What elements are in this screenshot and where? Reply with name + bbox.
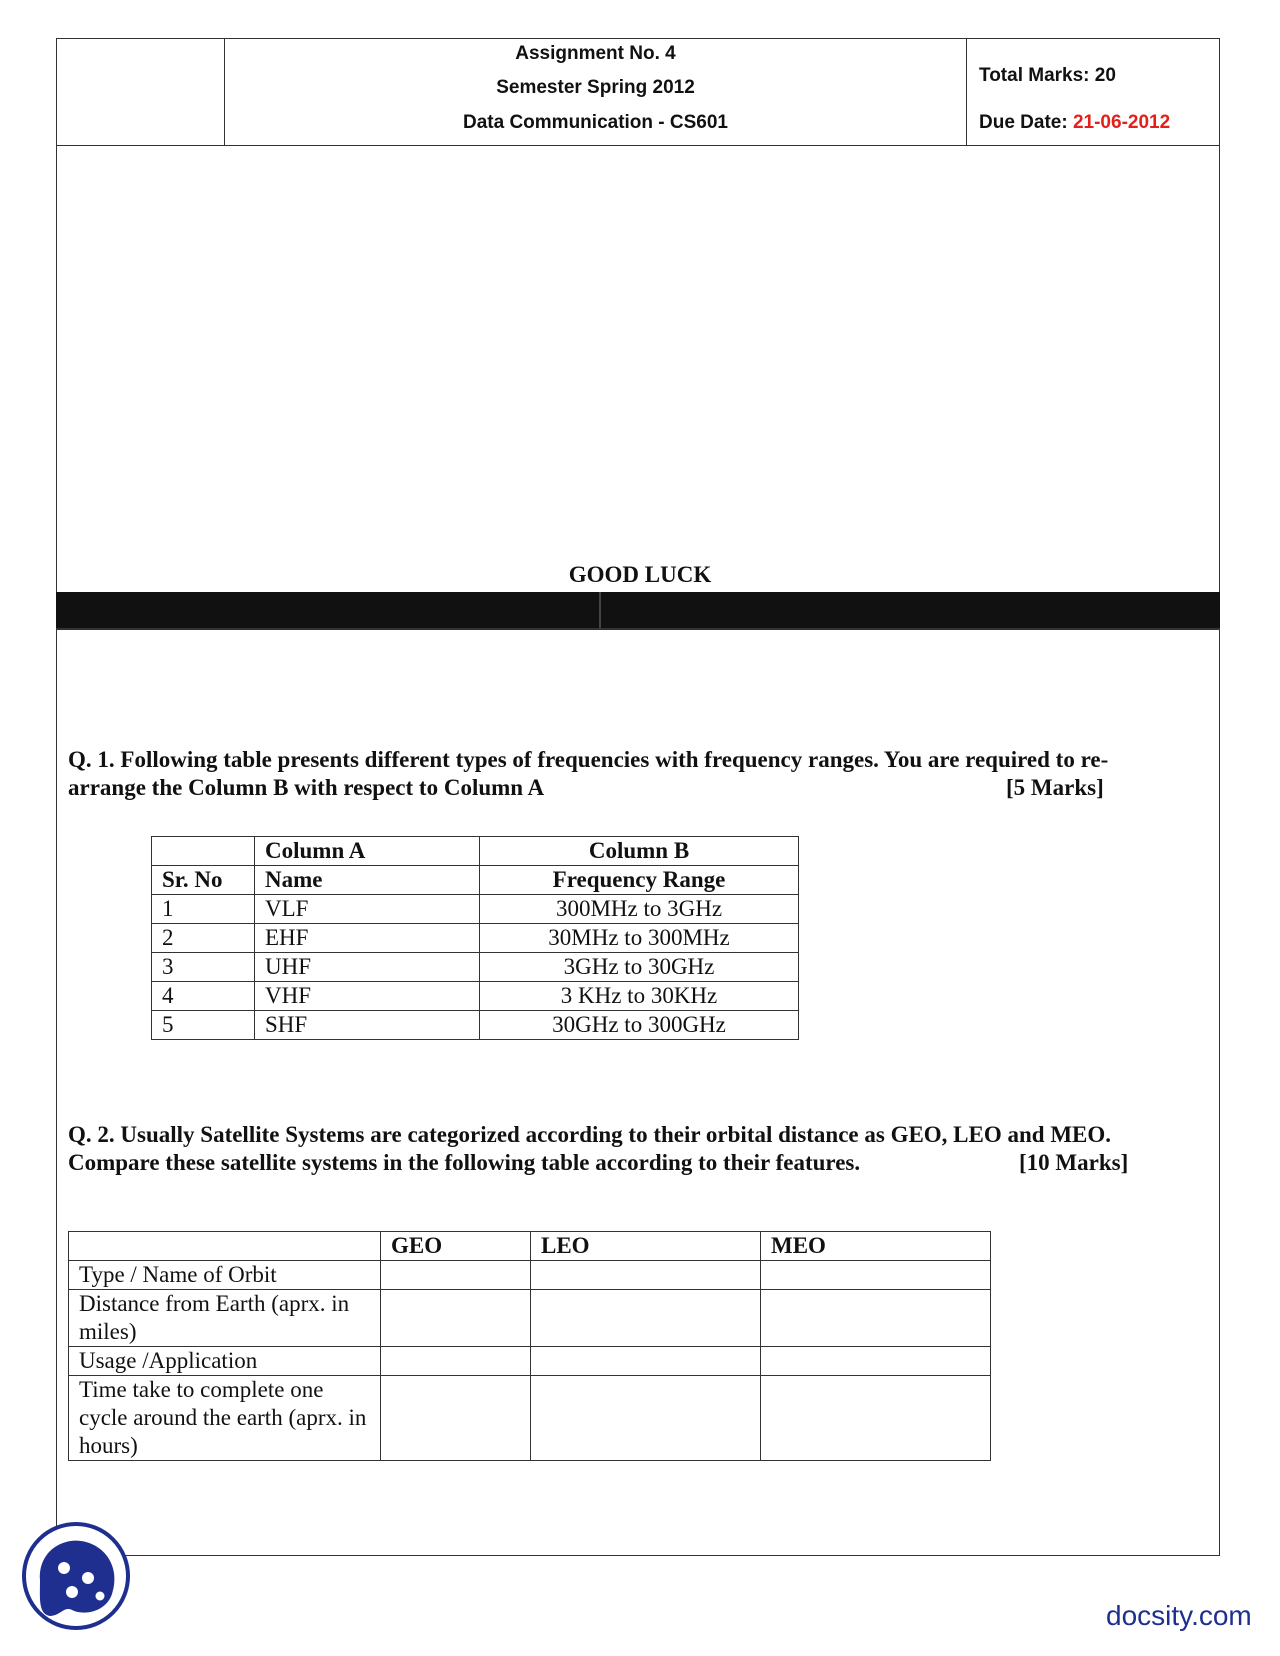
frequency-table (151, 836, 799, 1040)
assignment-header (56, 38, 1220, 146)
range-cell: 30MHz to 300MHz (480, 924, 799, 953)
geo-cell (381, 1290, 531, 1347)
meo-cell (761, 1290, 991, 1347)
range-cell: 3GHz to 30GHz (480, 953, 799, 982)
name-cell: SHF (255, 1011, 480, 1040)
sr-no-cell: 3 (152, 953, 255, 982)
course-name: Data Communication - CS601 (463, 112, 728, 133)
sr-no-cell: 1 (152, 895, 255, 924)
table-row (152, 895, 799, 924)
table-row (69, 1347, 991, 1376)
question-1-line-2: arrange the Column B with respect to Column A (68, 775, 545, 800)
frequency-range-header: Frequency Range (480, 866, 799, 895)
name-cell: UHF (255, 953, 480, 982)
total-marks: Total Marks: 20 (979, 65, 1116, 86)
name-cell: EHF (255, 924, 480, 953)
satellite-comparison-table (68, 1231, 991, 1461)
column-b-header: Column B (480, 837, 799, 866)
divider-split (599, 592, 601, 628)
meo-cell (761, 1376, 991, 1461)
range-cell: 3 KHz to 30KHz (480, 982, 799, 1011)
table-row (69, 1232, 991, 1261)
leo-cell (531, 1261, 761, 1290)
table-row (152, 837, 799, 866)
geo-header: GEO (381, 1232, 531, 1261)
feature-cell: Type / Name of Orbit (69, 1261, 381, 1290)
black-divider-bar (56, 592, 1220, 628)
assignment-title: Assignment No. 4 (515, 43, 676, 64)
divider-line (56, 628, 1220, 630)
table-row (152, 924, 799, 953)
name-cell: VHF (255, 982, 480, 1011)
question-2-line-2: Compare these satellite systems in the following table according to their features. (68, 1150, 861, 1175)
table-row (152, 866, 799, 895)
geo-cell (381, 1347, 531, 1376)
table-cell (69, 1232, 381, 1261)
good-luck-text: GOOD LUCK (568, 562, 712, 587)
question-2 (68, 1121, 1208, 1177)
meo-cell (761, 1261, 991, 1290)
question-1-marks: [5 Marks] (1006, 775, 1104, 800)
docsity-logo-icon (20, 1520, 132, 1632)
due-date-value: 21-06-2012 (1072, 112, 1171, 133)
name-cell: VLF (255, 895, 480, 924)
name-header: Name (255, 866, 480, 895)
feature-cell: Usage /Application (69, 1347, 381, 1376)
range-cell: 30GHz to 300GHz (480, 1011, 799, 1040)
sr-no-cell: 5 (152, 1011, 255, 1040)
header-title-cell (225, 39, 967, 145)
due-date-label: Due Date: (979, 112, 1073, 133)
table-cell (152, 837, 255, 866)
header-marks-cell (967, 39, 1219, 145)
sr-no-cell: 2 (152, 924, 255, 953)
geo-cell (381, 1261, 531, 1290)
question-1-line-1: Q. 1. Following table presents different types of frequencies with frequency ranges. You are required to re- (68, 747, 1109, 772)
table-row (152, 953, 799, 982)
feature-cell: Time take to complete one cycle around the earth (aprx. in hours) (69, 1376, 381, 1461)
table-row (69, 1261, 991, 1290)
range-cell: 300MHz to 3GHz (480, 895, 799, 924)
leo-cell (531, 1376, 761, 1461)
sr-no-cell: 4 (152, 982, 255, 1011)
docsity-brand-text[interactable]: docsity.com (1106, 1600, 1252, 1631)
leo-header: LEO (531, 1232, 761, 1261)
table-row (152, 982, 799, 1011)
table-row (152, 1011, 799, 1040)
leo-cell (531, 1347, 761, 1376)
column-a-header: Column A (255, 837, 480, 866)
question-2-marks: [10 Marks] (1019, 1150, 1129, 1175)
due-date-line (979, 112, 1170, 134)
feature-cell: Distance from Earth (aprx. in miles) (69, 1290, 381, 1347)
table-row (69, 1376, 991, 1461)
meo-cell (761, 1347, 991, 1376)
meo-header: MEO (761, 1232, 991, 1261)
geo-cell (381, 1376, 531, 1461)
header-logo-cell (57, 39, 225, 145)
semester: Semester Spring 2012 (496, 77, 695, 98)
question-2-line-1: Q. 2. Usually Satellite Systems are categorized according to their orbital distance as GEO, LEO and MEO. (68, 1122, 1112, 1147)
sr-no-header: Sr. No (152, 866, 255, 895)
question-1 (68, 746, 1208, 802)
table-row (69, 1290, 991, 1347)
leo-cell (531, 1290, 761, 1347)
